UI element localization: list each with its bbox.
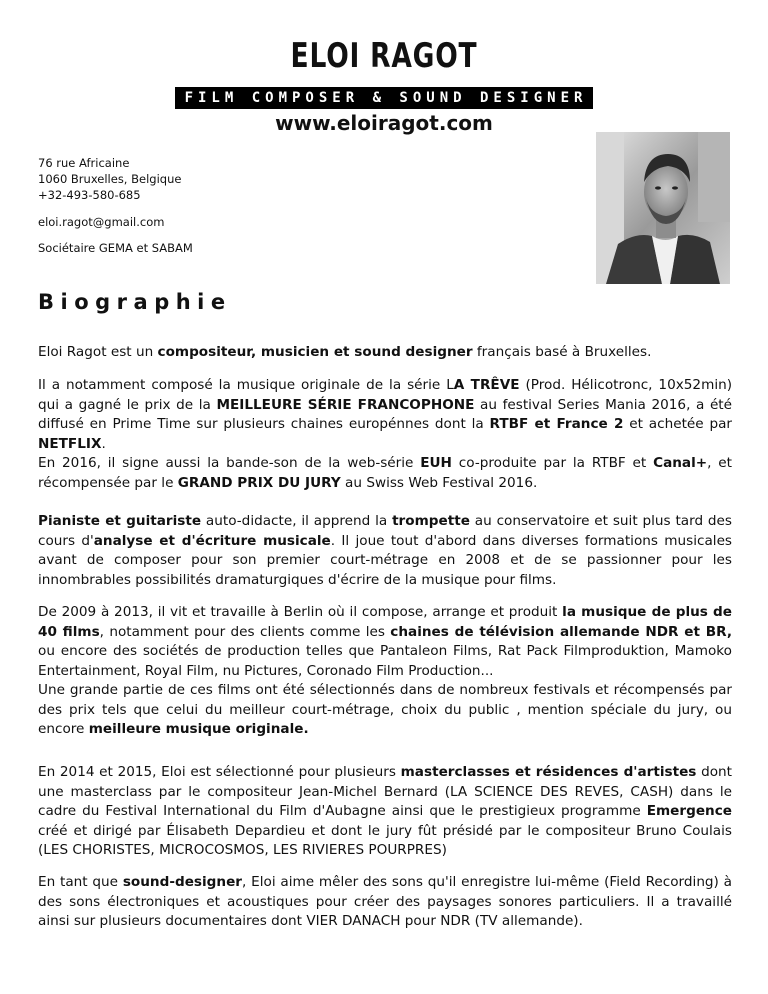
address-line-1: 76 rue Africaine	[38, 156, 130, 170]
bio-paragraph-3: Pianiste et guitariste auto-didacte, il apprend la trompette au conservatoire et suit plus tard des cours d'analyse et d'écriture musicale. Il joue tout d'abord dans diverses formations musicales avant de composer pour son premier court-métrage en 2008 et de se passionner pour les innombrables possibilités dramaturgiques d'écrire de la musique pour films.	[38, 513, 733, 588]
address-block	[38, 155, 181, 203]
bio-paragraph-4: De 2009 à 2013, il vit et travaille à Berlin où il compose, arrange et produit la musique de plus de 40 films, notamment pour des clients comme les chaines de télévision allemande NDR et BR, ou encore des sociétés de production telles que Pantaleon Films, Rat Pack Filmproduktion, Mamoko Entertainment, Royal Film, nu Pictures, Coronado Film Production... Une grande partie de ces films ont été sélectionnés dans de nombreux festivals et récompensés par des prix tels que celui du meilleur court-métrage, choix du public , mention spéciale du jury, ou encore meilleure musique originale.	[38, 604, 732, 737]
portrait-photo	[596, 132, 730, 284]
societaire-text: Sociétaire GEMA et SABAM	[38, 241, 193, 255]
tagline: FILM COMPOSER & SOUND DESIGNER	[175, 87, 594, 109]
bio-paragraph-1: Eloi Ragot est un compositeur, musicien et sound designer français basé à Bruxelles.	[38, 344, 652, 360]
bio-paragraph-6: En tant que sound-designer, Eloi aime mêler des sons qu'il enregistre lui-même (Field Recording) à des sons électroniques et acoustiques pour créer des paysages sonores particuliers. Il a travaillé ainsi sur plusieurs documentaires dont VIER DANACH pour NDR (TV allemande).	[38, 874, 732, 929]
bio-paragraph-5: En 2014 et 2015, Eloi est sélectionné pour plusieurs masterclasses et résidences d'artistes dont une masterclass par le compositeur Jean-Michel Bernard (LA SCIENCE DES REVES, CASH) dans le cadre du Festival International du Film d'Aubagne ainsi que le prestigieux programme Emergence créé et dirigé par Élisabeth Depardieu et dont le jury fût présidé par le compositeur Bruno Coulais (LES CHORISTES, MICROCOSMOS, LES RIVIERES POURPRES)	[38, 764, 732, 858]
phone-number: +32-493-580-685	[38, 188, 141, 202]
bio-paragraph-2: Il a notamment composé la musique originale de la série LA TRÊVE (Prod. Hélicotronc, 10x52min) qui a gagné le prix de la MEILLEURE SÉRIE FRANCOPHONE au festival Series Mania 2016, a été diffusé en Prime Time sur plusieurs chaines europénnes dont la RTBF et France 2 et achetée par NETFLIX. En 2016, il signe aussi la bande-son de la web-série EUH co-produite par la RTBF et Canal+, et récompensée par le GRAND PRIX DU JURY au Swiss Web Festival 2016.	[38, 377, 733, 491]
website-link[interactable]: www.eloiragot.com	[275, 111, 493, 135]
email-link[interactable]: eloi.ragot@gmail.com	[38, 215, 165, 229]
tagline-banner	[0, 87, 768, 109]
page-title: ELOI RAGOT	[290, 36, 478, 76]
address-line-2: 1060 Bruxelles, Belgique	[38, 172, 182, 186]
section-heading: Biographie	[38, 290, 232, 314]
